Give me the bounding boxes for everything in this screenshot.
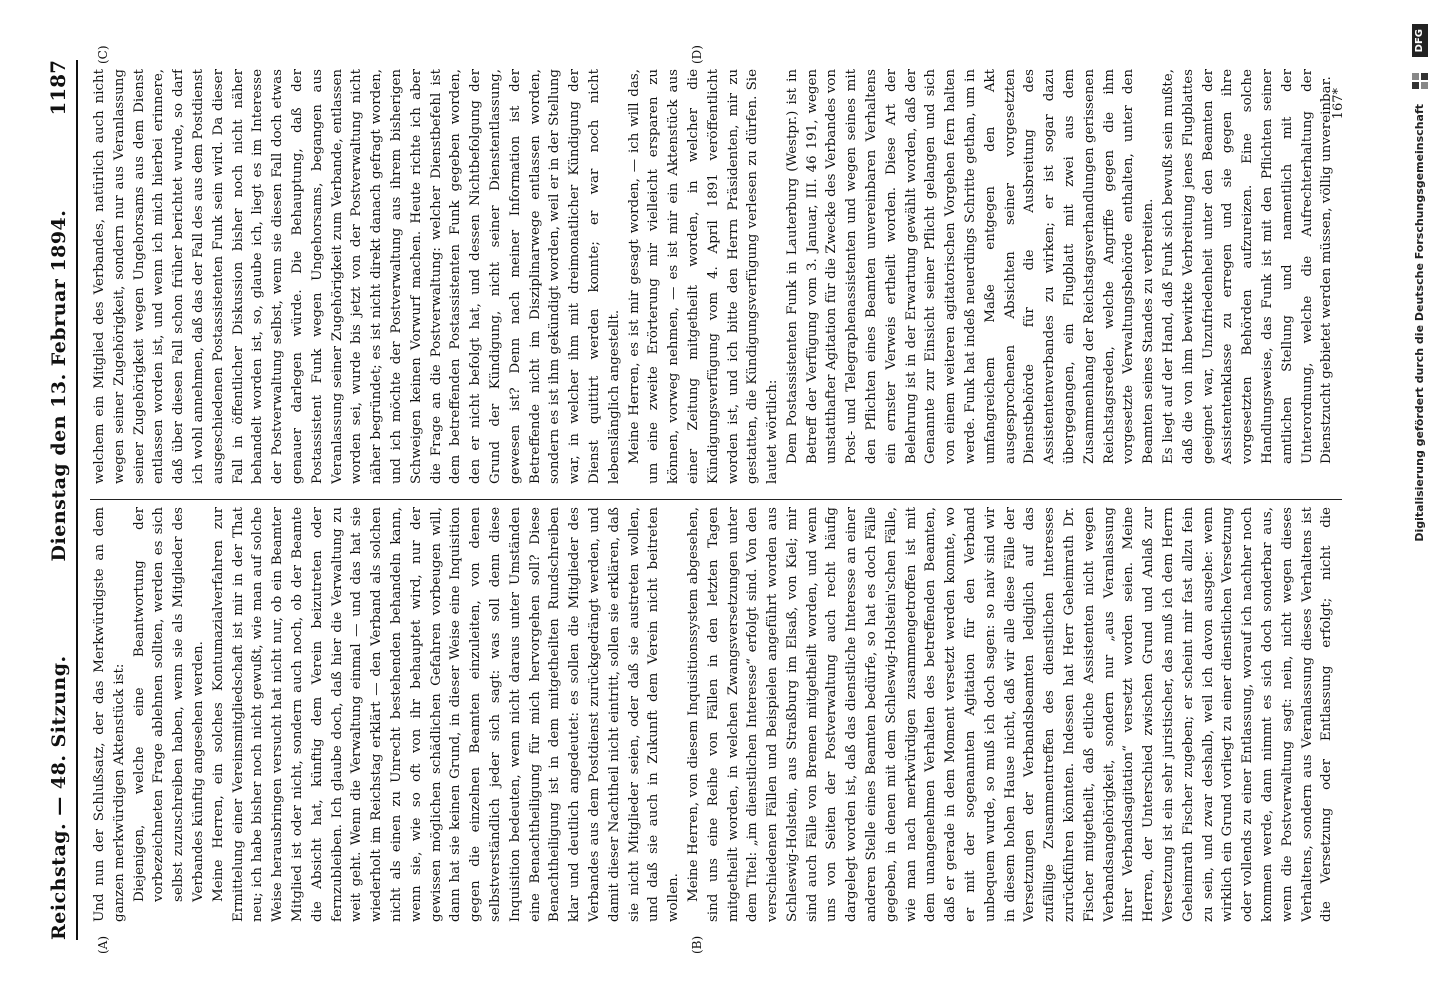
header-date: Dienstag den 13. Februar 1894. [48,209,70,562]
right-quote: Es liegt auf der Hand, daß Funk sich bewußt sein mußte, daß die von ihm bewirkte Verbreitung jenes Flugblattes geeignet war, Unzufriedenheit unter den Beamten der Assistentenklasse zu erregen und sie gegen ihre vorgesetzten Behörden aufzureizen. Eine solche Handlungsweise, das Funk ist mit den Pflichten seiner amtlichen Stellung und namentlich mit der Unterordnung, welche die Aufrechterhaltung der Dienstzucht gebietet werden müssen, völlig unvereinbar. [1161,69,1335,464]
margin-mark-d: (D) [690,45,704,64]
left-text-column [90,507,1338,922]
digitization-note: Digitalisierung gefördert durch die Deutsche Forschungsgemeinschaft [1413,104,1426,542]
dfg-badge: DFG [1412,24,1428,57]
left-quote: Diejenigen, welche eine Beantwortung der vorbezeichneten Frage ablehnen sollten, werden es sich selbst zuzuschreiben haben, wenn sie als Mitglieder des Verbandes künftig angesehen werden. [131,507,206,902]
header-rule [76,60,78,940]
left-paragraph: Meine Herren, ein solches Kontumazialverfahren zur Ermittelung einer Vereinsmitgliedschaft ist mir in der That neu; ich habe bisher noch nicht gewußt, wie man auf solche Weise herausbringen versucht hat nicht nur, ob ein Beamter Mitglied ist oder nicht, sondern auch noch, ob der Beamte die Absicht hat, künftig dem Verein beizutreten oder fernzubleiben. Ich glaube doch, daß hier die Verwaltung zu weit geht. Wenn die Verwaltung einmal — und das hat sie wiederholt im Reichstag erklärt — den Verband als solchen nicht als einen zu Unrecht bestehenden behandeln kann, wenn sie, wie so oft von ihr behauptet wird, nur der gewissen möglichen schädlichen Gefahren vorbeugen will, dann hat sie keinen Grund, in dieser Weise eine Inquisition gegen die einzelnen Beamten einzuleiten, von denen selbstverständlich jeder sich sagt: was soll denn diese Inquisition bedeuten, wenn nicht daraus unter Umständen eine Benachtheiligung für mich hervorgehen soll? Diese Benachtheiligung ist in dem mitgetheilten Rundschreiben klar und deutlich angedeutet: es sollen die Mitglieder des Verbandes aus dem Postdienst zurückgedrängt werden, und damit dieser Nachtheil nicht eintritt, sollen sie erklären, daß sie nicht Mitglieder seien, oder daß sie austreten wollen, und daß sie auch in Zukunft dem Verein nicht beitreten wollen. [210,507,682,922]
page-number: 1187 [46,60,70,116]
right-paragraph: Meine Herren, es ist mir gesagt worden, — ich will das, um eine zweite Erörterung mir vielleicht ersparen zu können, vorweg nehmen, — es ist mir ein Aktenstück aus einer Zeitung mitgetheilt worden, in welcher die Kündigungsverfügung vom 4. April 1891 veröffentlicht worden ist, und ich bitte den Herrn Präsidenten, mir zu gestatten, die Kündigungsverfügung verlesen zu dürfen. Sie lautet wörtlich: [626,69,781,484]
right-quote: Dem Postassistenten Funk in Lauterburg (Westpr.) ist in Betreff der Verfügung vom 3. Januar, III. 46 191, wegen unstatthafter Agitation für die Zwecke des Verbandes von Post- und Telegraphenassistenten und wegen seines mit den Pflichten eines Beamten unvereinbaren Verhaltens ein ernster Verweis ertheilt worden. Diese Art der Belehrung ist in der Erwartung gewählt worden, daß der Genannte zur Einsicht seiner Pflicht gelangen und sich von einem weiteren agitatorischen Vorgehen fern halten werde. Funk hat indeß neuerdings Schritte gethan, um in umfangreichem Maße entgegen den Akt ausgesprochenen Absichten seiner vorgesetzten Dienstbehörde für die Ausbreitung des Assistentenverbandes zu wirken; er ist sogar dazu übergegangen, ein Flugblatt mit zwei aus dem Zusammenhang der Reichstagsverhandlungen gerissenen Reichstagsreden, welche Angriffe gegen die ihm vorgesetzte Verwaltungsbehörde enthalten, unter den Beamten seines Standes zu verbreiten. [784,69,1157,464]
margin-mark-b: (B) [690,935,704,954]
right-quote [1337,69,1338,484]
left-paragraph: Und nun der Schlußsatz, der das Merkwürdigste an dem ganzen merkwürdigen Aktenstück ist: [92,507,127,922]
signature-mark: 167* [1331,88,1346,120]
margin-mark-c: (C) [96,45,110,64]
digitization-strip [1406,0,1432,1000]
dfg-logo-icon [1411,72,1429,90]
margin-mark-a: (A) [96,935,110,954]
right-text-column [90,69,1338,484]
right-paragraph: welchem ein Mitglied des Verbandes, natürlich auch nicht wegen seiner Zugehörigkeit, sondern nur aus Veranlassung seiner Zugehörigkeit wegen Ungehorsams aus dem Dienst entlassen worden ist, und wenn ich mich hierbei erinnere, daß über diesen Fall schon früher berichtet wurde, so darf ich wohl annehmen, daß das der Fall des aus dem Postdienst ausgeschiedenen Postassistenten Funk sein wird. Da dieser Fall in öffentlicher Diskussion bisher noch nicht näher behandelt worden ist, so, glaube ich, liegt es im Interesse der Postverwaltung selbst, wenn sie diesen Fall doch etwas genauer darlegen würde. Die Behauptung, daß der Postassistent Funk wegen Ungehorsams, begangen aus Veranlassung seiner Zugehörigkeit zum Verbande, entlassen worden sei, wurde bis jetzt von der Postverwaltung nicht näher begründet; es ist nicht direkt danach gefragt worden, und ich möchte der Postverwaltung aus ihrem bisherigen Schweigen keinen Vorwurf machen. Heute richte ich aber die Frage an die Postverwaltung: welcher Dienstbefehl ist dem betreffenden Postassistenten Funk gegeben worden, den er nicht befolgt hat, und dessen Nichtbefolgung der Grund der Kündigung, nicht seiner Dienstentlassung, gewesen ist? Denn nach meiner Information ist der Betreffende nicht im Disziplinarwege entlassen worden, sondern es ist ihm gekündigt worden, weil er in der Stellung war, in welcher ihm mit dreimonatlicher Kündigung der Dienst quittirt werden konnte; er war noch nicht lebenslänglich angestellt. [92,69,622,484]
column-divider [90,499,1342,500]
page-header [30,60,70,940]
left-paragraph: Meine Herren, von diesem Inquisitionssystem abgesehen, sind uns eine Reihe von Fällen in den letzten Tagen mitgetheilt worden, in welchen Zwangsversetzungen unter dem Titel: „im dienstlichen Interesse“ erfolgt sind. Von den verschiedenen Fällen und Beispielen angeführt worden aus Schleswig-Holstein, aus Straßburg im Elsaß, von Kiel; mir sind auch Fälle von Bremen mitgetheilt worden, und wenn uns von Seiten der Postverwaltung auch recht häufig dargelegt worden ist, daß das dienstliche Interesse an einer anderen Stelle eines Beamten bedürfe, so hat es doch Fälle gegeben, in denen mit dem Schleswig-Holstein'schen Fälle, wie man nach merkwürdigen zusammengetroffen ist mit dem unangenehmen Verhalten des betreffenden Beamten, daß er gerade in dem Moment versetzt werden konnte, wo er mit der sogenannten Agitation für den Verband unbequem wurde, so muß ich doch sagen: so naiv sind wir in diesem hohen Hause nicht, daß wir alle diese Fälle der Versetzungen der Verbandsbeamten lediglich auf das zufällige Zusammentreffen des dienstlichen Interesses zurückführen könnten. Indessen hat Herr Geheimrath Dr. Fischer mitgetheilt, daß etliche Assistenten nicht wegen Verbandsangehörigkeit, sondern nur „aus Veranlassung ihrer Verbandsagitation“ versetzt worden seien. Meine Herren, der Unterschied zwischen Grund und Anlaß zur Versetzung ist ein sehr juristischer, das muß ich dem Herrn Geheimrath Fischer zugeben; er scheint mir fast allzu fein zu sein, und zwar deshalb, weil ich davon ausgehe: wenn wirklich ein Grund vorliegt zu einer dienstlichen Versetzung oder vollends zu einer Entlassung, worauf ich nachher noch kommen werde, dann nimmt es sich doch sonderbar aus, wenn die Postverwaltung sagt: nein, nicht wegen dieses Verhaltens, sondern aus Veranlassung dieses Verhaltens ist die Versetzung oder Entlassung erfolgt; nicht die [685,507,1335,922]
header-left: Reichstag. — 48. Sitzung. [48,655,70,940]
